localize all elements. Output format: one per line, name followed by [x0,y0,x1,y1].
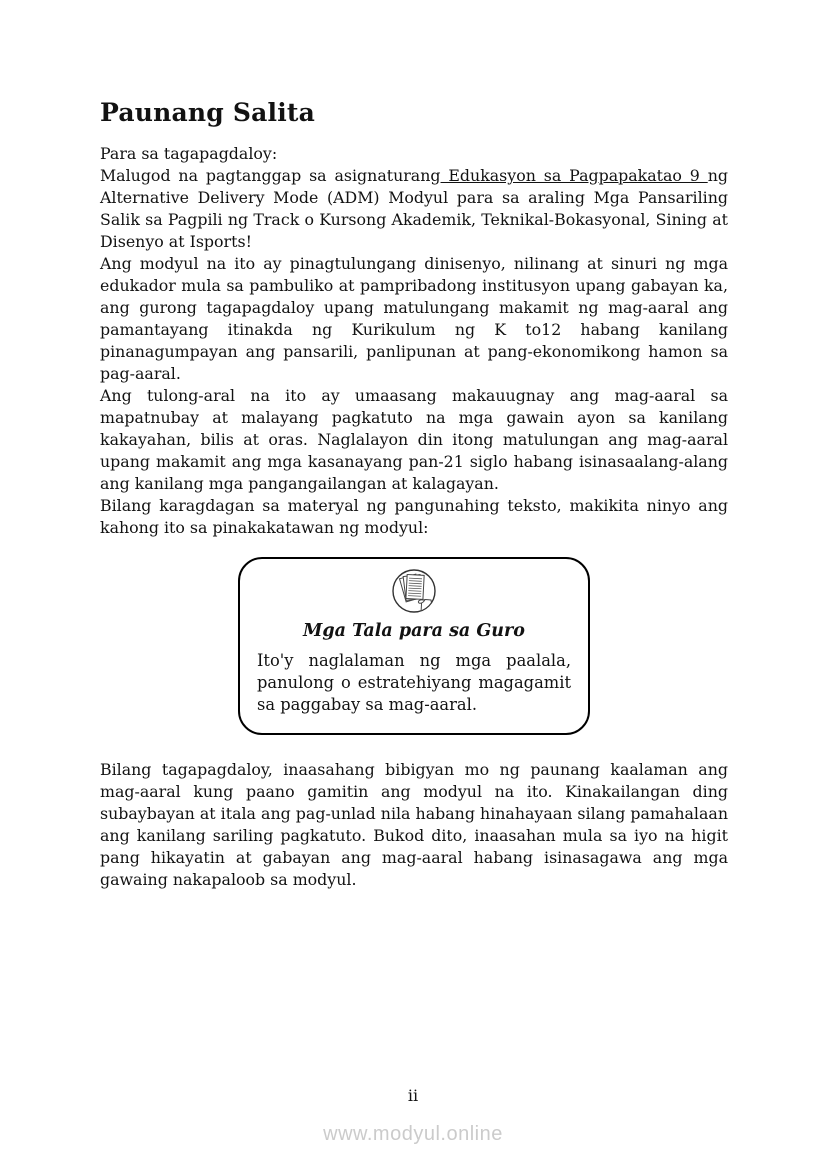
subject-name-underlined: Edukasyon sa Pagpapakatao 9 [440,166,708,185]
page-number: ii [407,1086,419,1105]
box-intro-paragraph: Bilang karagdagan sa materyal ng pangunahing teksto, makikita ninyo ang kahong ito sa pinakakatawan ng modyul: [100,496,728,537]
intro-text-post: ng Alternative Delivery Mode (ADM) Modyul para sa araling Mga Pansariling Salik sa Pagpili ng Track o Kursong Akademik, Teknikal-Bokasyonal, Sining at Disenyo at Isports! [100,166,728,251]
page-title: Paunang Salita [100,98,316,127]
page-content [100,98,728,891]
learning-aid-paragraph: Ang tulong-aral na ito ay umaasang makauugnay ang mag-aaral sa mapatnubay at malayang pagkatuto na mga gawain ayon sa kanilang kakayahan, bilis at oras. Naglalayon din itong matulungan ang mag-aaral upang makamit ang mga kasanayang pan-21 siglo habang isinasaalang-alang ang kanilang mga pangangailangan at kalagayan. [100,386,728,493]
teacher-notes-box [238,557,590,735]
salutation-line: Para sa tagapagdaloy: [100,144,278,163]
module-design-paragraph: Ang modyul na ito ay pinagtulungang dinisenyo, nilinang at sinuri ng mga edukador mula sa pambuliko at pampribadong institusyon upang gabayan ka, ang gurong tagapagdaloy upang matulungang makamit ng mag-aaral ang pamantayang itinakda ng Kurikulum ng K to12 habang kanilang pinanagumpayan ang pansarili, panlipunan at pang-ekonomikong hamon sa pag-aaral. [100,254,728,383]
papers-in-hand-icon [257,567,571,617]
watermark: www.modyul.online [323,1123,503,1145]
intro-paragraph [100,165,728,253]
note-box-heading: Mga Tala para sa Guro [303,621,525,641]
facilitator-paragraph: Bilang tagapagdaloy, inaasahang bibigyan mo ng paunang kaalaman ang mag-aaral kung paano gamitin ang modyul na ito. Kinakailangan ding subaybayan at itala ang pag-unlad nila habang hinahayaan silang pamahalaan ang kanilang sariling pagkatuto. Bukod dito, inaasahan mula sa iyo na higit pang hikayatin at gabayan ang mag-aaral habang isinasagawa ang mga gawaing nakapaloob sa modyul. [100,760,728,889]
note-box-body: Ito'y naglalaman ng mga paalala, panulong o estratehiyang magagamit sa paggabay sa mag-aaral. [257,651,571,714]
intro-text-pre: Malugod na pagtanggap sa asignaturang [100,166,441,185]
